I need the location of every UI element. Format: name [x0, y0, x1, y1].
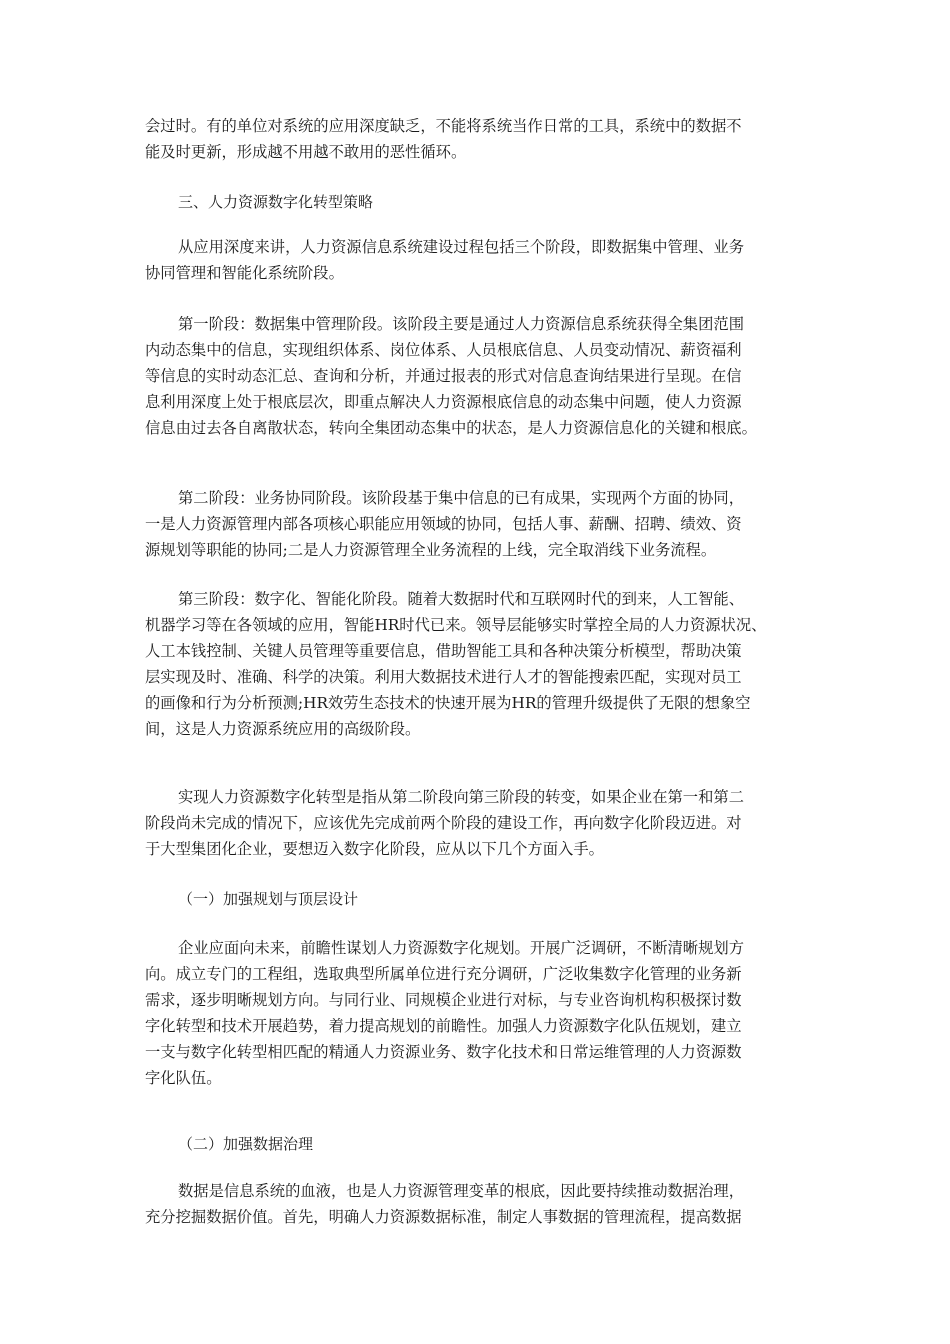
text-line: 等信息的实时动态汇总、查询和分析，并通过报表的形式对信息查询结果进行呈现。在信 [145, 367, 742, 385]
paragraph-application-depth [145, 234, 805, 286]
subsection-heading-2 [178, 1131, 838, 1157]
paragraph-stage-three [145, 586, 805, 742]
text-line: 机器学习等在各领域的应用，智能HR时代已来。领导层能够实时掌控全局的人力资源状况、 [145, 616, 767, 634]
text-line: 内动态集中的信息，实现组织体系、岗位体系、人员根底信息、人员变动情况、薪资福利 [145, 341, 742, 359]
heading-text: 三、人力资源数字化转型策略 [178, 193, 374, 211]
text-line: 数据是信息系统的血液，也是人力资源管理变革的根底，因此要持续推动数据治理， [178, 1182, 744, 1200]
paragraph-stage-two [145, 485, 805, 563]
heading-text: （一）加强规划与顶层设计 [178, 890, 359, 908]
text-line: 于大型集团化企业，要想迈入数字化阶段，应从以下几个方面入手。 [145, 840, 604, 858]
text-line: 源规划等职能的协同;二是人力资源管理全业务流程的上线，完全取消线下业务流程。 [145, 541, 717, 559]
section-heading-3 [178, 189, 838, 215]
text-line: 阶段尚未完成的情况下，应该优先完成前两个阶段的建设工作，再向数字化阶段迈进。对 [145, 814, 742, 832]
text-line: 第二阶段：业务协同阶段。该阶段基于集中信息的已有成果，实现两个方面的协同， [178, 489, 744, 507]
text-line: 能及时更新，形成越不用越不敢用的恶性循环。 [145, 143, 467, 161]
paragraph-transformation [145, 784, 805, 862]
paragraph-planning [145, 935, 805, 1091]
text-line: 一支与数字化转型相匹配的精通人力资源业务、数字化技术和日常运维管理的人力资源数 [145, 1043, 742, 1061]
text-line: 向。成立专门的工程组，选取典型所属单位进行充分调研，广泛收集数字化管理的业务新 [145, 965, 742, 983]
paragraph-data-governance [145, 1178, 805, 1230]
text-line: 的画像和行为分析预测;HR效劳生态技术的快速开展为HR的管理升级提供了无限的想象空 [145, 694, 751, 712]
paragraph-stage-one [145, 311, 805, 441]
text-line: 信息由过去各自离散状态，转向全集团动态集中的状态，是人力资源信息化的关键和根底。 [145, 419, 757, 437]
text-line: 一是人力资源管理内部各项核心职能应用领域的协同，包括人事、薪酬、招聘、绩效、资 [145, 515, 742, 533]
text-line: 息利用深度上处于根底层次，即重点解决人力资源根底信息的动态集中问题，使人力资源 [145, 393, 742, 411]
text-line: 会过时。有的单位对系统的应用深度缺乏，不能将系统当作日常的工具，系统中的数据不 [145, 117, 742, 135]
text-line: 企业应面向未来，前瞻性谋划人力资源数字化规划。开展广泛调研，不断清晰规划方 [178, 939, 744, 957]
text-line: 间，这是人力资源系统应用的高级阶段。 [145, 720, 421, 738]
text-line: 从应用深度来讲，人力资源信息系统建设过程包括三个阶段，即数据集中管理、业务 [178, 238, 744, 256]
text-line: 人工本钱控制、关键人员管理等重要信息，借助智能工具和各种决策分析模型，帮助决策 [145, 642, 742, 660]
text-line: 充分挖掘数据价值。首先，明确人力资源数据标准，制定人事数据的管理流程，提高数据 [145, 1208, 742, 1226]
text-line: 协同管理和智能化系统阶段。 [145, 264, 344, 282]
text-line: 第一阶段：数据集中管理阶段。该阶段主要是通过人力资源信息系统获得全集团范围 [178, 315, 744, 333]
text-line: 层实现及时、准确、科学的决策。利用大数据技术进行人才的智能搜索匹配，实现对员工 [145, 668, 742, 686]
subsection-heading-1 [178, 886, 838, 912]
text-line: 需求，逐步明晰规划方向。与同行业、同规模企业进行对标，与专业咨询机构积极探讨数 [145, 991, 742, 1009]
text-line: 第三阶段：数字化、智能化阶段。随着大数据时代和互联网时代的到来，人工智能、 [178, 590, 744, 608]
text-line: 字化转型和技术开展趋势，着力提高规划的前瞻性。加强人力资源数字化队伍规划，建立 [145, 1017, 742, 1035]
paragraph-continuation [145, 113, 805, 165]
text-line: 字化队伍。 [145, 1069, 222, 1087]
heading-text: （二）加强数据治理 [178, 1135, 314, 1153]
text-line: 实现人力资源数字化转型是指从第二阶段向第三阶段的转变，如果企业在第一和第二 [178, 788, 744, 806]
